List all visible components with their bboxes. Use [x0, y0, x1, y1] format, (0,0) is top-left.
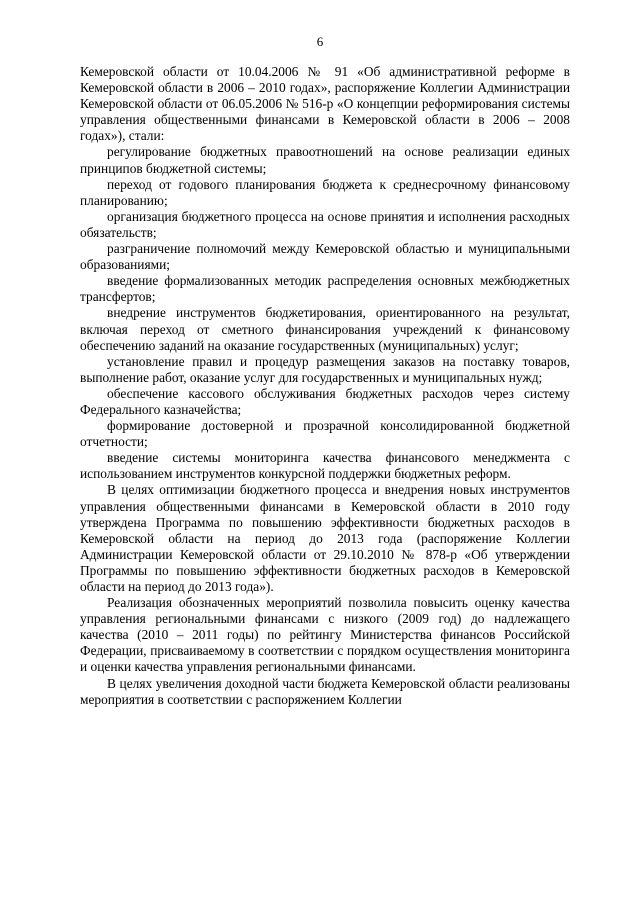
- list-item-expenditure-obligations: организация бюджетного процесса на основе принятия и исполнения расходных обязательств;: [80, 208, 570, 240]
- list-item-budget-regulation: регулирование бюджетных правоотношений на основе реализации единых принципов бюджетной системы;: [80, 144, 570, 176]
- paragraph-revenue-measures: В целях увеличения доходной части бюджета Кемеровской области реализованы мероприятия в соответствии с распоряжением Коллегии: [80, 675, 570, 707]
- paragraph-continuation: Кемеровской области от 10.04.2006 № 91 «Об административной реформе в Кемеровской области в 2006 – 2010 годах», распоряжение Коллегии Администрации Кемеровской области от 06.05.2006 № 516-р «О концепции реформирования системы управления общественными финансами в Кемеровской области в 2006 – 2008 годах»), стали:: [80, 64, 570, 144]
- list-item-procurement-rules: установление правил и процедур размещения заказов на поставку товаров, выполнение работ, оказание услуг для государственных и муниципальных нужд;: [80, 353, 570, 385]
- list-item-monitoring-system: введение системы мониторинга качества финансового менеджмента с использованием инструментов конкурсной поддержки бюджетных реформ.: [80, 450, 570, 482]
- document-body: [80, 64, 570, 708]
- page-number: 6: [316, 34, 324, 49]
- paragraph-efficiency-program: В целях оптимизации бюджетного процесса и внедрения новых инструментов управления общественными финансами в Кемеровской области в 2010 году утверждена Программа по повышению эффективности бюджетных расходов в Кемеровской области на период до 2013 года (распоряжение Коллегии Администрации Кемеровской области от 29.10.2010 № 878-р «Об утверждении Программы по повышению эффективности бюджетных расходов в Кемеровской области на период до 2013 года»).: [80, 482, 570, 594]
- list-item-powers-division: разграничение полномочий между Кемеровской областью и муниципальными образованиями;: [80, 241, 570, 273]
- list-item-transfer-methods: введение формализованных методик распределения основных межбюджетных трансфертов;: [80, 273, 570, 305]
- list-item-treasury-service: обеспечение кассового обслуживания бюджетных расходов через систему Федерального казначейства;: [80, 385, 570, 417]
- paragraph-quality-rating: Реализация обозначенных мероприятий позволила повысить оценку качества управления региональными финансами с низкого (2009 год) до надлежащего качества (2010 – 2011 годы) по рейтингу Министерства финансов Российской Федерации, присваиваемому в соответствии с порядком осуществления мониторинга и оценки качества управления региональными финансами.: [80, 595, 570, 675]
- list-item-consolidated-reporting: формирование достоверной и прозрачной консолидированной бюджетной отчетности;: [80, 418, 570, 450]
- list-item-result-budgeting: внедрение инструментов бюджетирования, ориентированного на результат, включая переход от сметного финансирования учреждений к финансовому обеспечению заданий на оказание государственных (муниципальных) услуг;: [80, 305, 570, 353]
- list-item-medium-term-planning: переход от годового планирования бюджета к среднесрочному финансовому планированию;: [80, 176, 570, 208]
